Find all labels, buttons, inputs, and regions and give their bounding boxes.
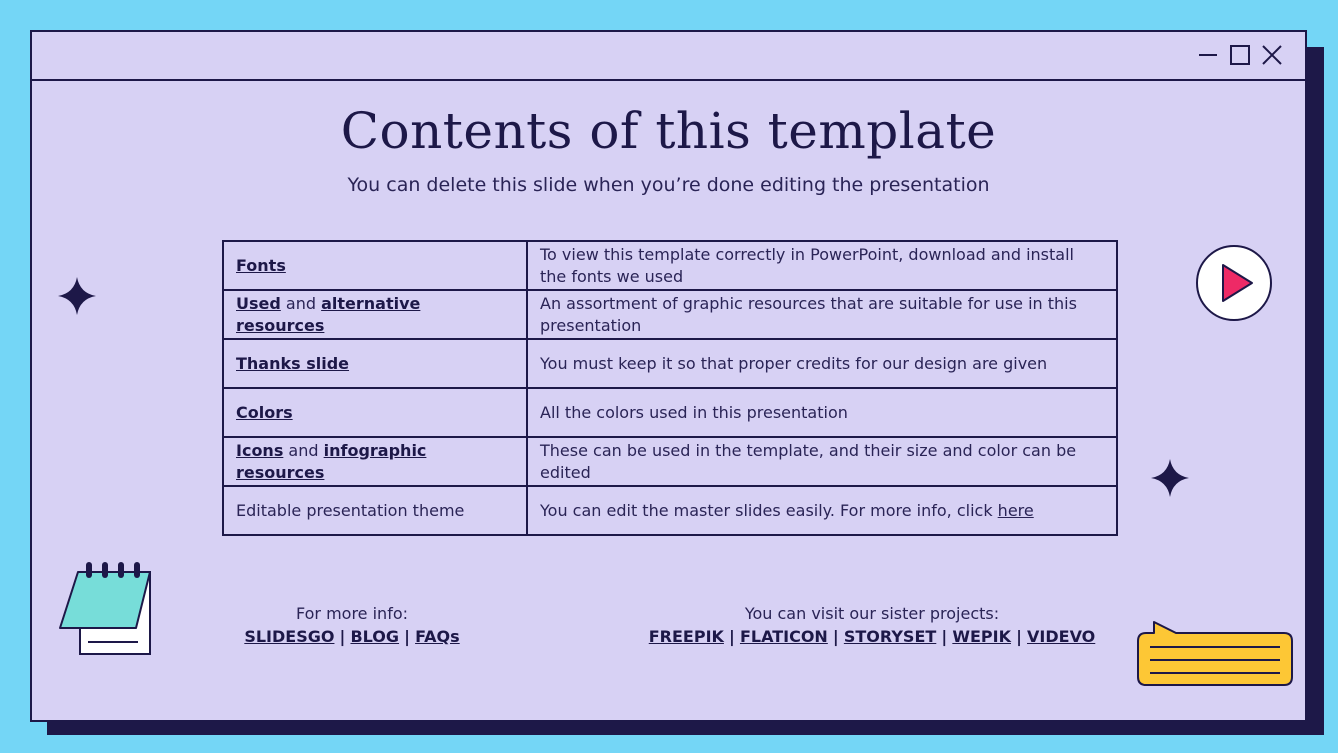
description-text: You can edit the master slides easily. For more info, click <box>540 500 998 520</box>
table-cell-description: You must keep it so that proper credits for our design are given <box>527 339 1117 388</box>
slide-title: Contents of this template <box>340 102 997 160</box>
fonts-link[interactable]: Fonts <box>236 255 286 275</box>
table-row <box>223 290 1117 339</box>
contents-table <box>222 240 1118 536</box>
link-separator: | <box>941 627 948 646</box>
alternative-resources-link[interactable]: alternative resources <box>236 293 421 335</box>
close-icon[interactable] <box>1261 44 1283 66</box>
infographic-resources-link[interactable]: infographic resources <box>236 440 427 482</box>
blog-link[interactable]: BLOG <box>350 627 400 646</box>
table-row <box>223 339 1117 388</box>
link-separator: | <box>404 627 410 646</box>
table-cell-description: An assortment of graphic resources that are suitable for use in this presentation <box>527 290 1117 339</box>
icons-link[interactable]: Icons <box>236 440 284 460</box>
more-info-footer <box>212 602 492 648</box>
sparkle-icon <box>58 277 96 315</box>
flaticon-link[interactable]: FLATICON <box>739 627 828 646</box>
table-cell-resource <box>223 388 527 437</box>
sister-projects-footer <box>592 602 1152 648</box>
thanks-slide-link[interactable]: Thanks slide <box>236 353 350 373</box>
table-cell-resource <box>223 339 527 388</box>
sister-projects-links <box>592 625 1152 648</box>
table-row <box>223 437 1117 486</box>
slidesgo-link[interactable]: SLIDESGO <box>244 627 335 646</box>
more-info-label: For more info: <box>295 604 408 623</box>
link-separator: | <box>832 627 839 646</box>
table-cell-resource <box>223 241 527 290</box>
slide-subtitle: You can delete this slide when you’re done editing the presentation <box>347 174 990 196</box>
table-row <box>223 241 1117 290</box>
table-cell-resource <box>223 437 527 486</box>
more-info-links <box>212 625 492 648</box>
table-cell-description: These can be used in the template, and their size and color can be edited <box>527 437 1117 486</box>
videvo-link[interactable]: VIDEVO <box>1027 627 1096 646</box>
table-cell-description: All the colors used in this presentation <box>527 388 1117 437</box>
play-button-icon[interactable] <box>1195 244 1273 322</box>
notepad-icon <box>58 562 156 658</box>
window-titlebar <box>32 32 1305 81</box>
speech-bubble-icon <box>1136 617 1294 689</box>
joiner-text: and <box>283 440 324 460</box>
minimize-icon[interactable] <box>1197 44 1219 66</box>
table-row <box>223 388 1117 437</box>
sister-projects-label: You can visit our sister projects: <box>744 604 1000 623</box>
table-cell-resource <box>223 290 527 339</box>
colors-link[interactable]: Colors <box>236 402 293 422</box>
table-cell-resource: Editable presentation theme <box>223 486 527 535</box>
link-separator: | <box>1016 627 1022 646</box>
storyset-link[interactable]: STORYSET <box>843 627 937 646</box>
used-resources-link[interactable]: Used <box>236 293 281 313</box>
table-cell-description: To view this template correctly in PowerPoint, download and install the fonts we used <box>527 241 1117 290</box>
table-cell-description <box>527 486 1117 535</box>
maximize-icon[interactable] <box>1229 44 1251 66</box>
link-separator: | <box>339 627 346 646</box>
here-link[interactable]: here <box>997 500 1034 520</box>
sparkle-icon <box>1151 459 1189 497</box>
table-row <box>223 486 1117 535</box>
wepik-link[interactable]: WEPIK <box>952 627 1011 646</box>
slide-window <box>30 30 1307 722</box>
joiner-text: and <box>280 293 322 313</box>
link-separator: | <box>729 627 735 646</box>
faqs-link[interactable]: FAQs <box>415 627 460 646</box>
freepik-link[interactable]: FREEPIK <box>648 627 724 646</box>
